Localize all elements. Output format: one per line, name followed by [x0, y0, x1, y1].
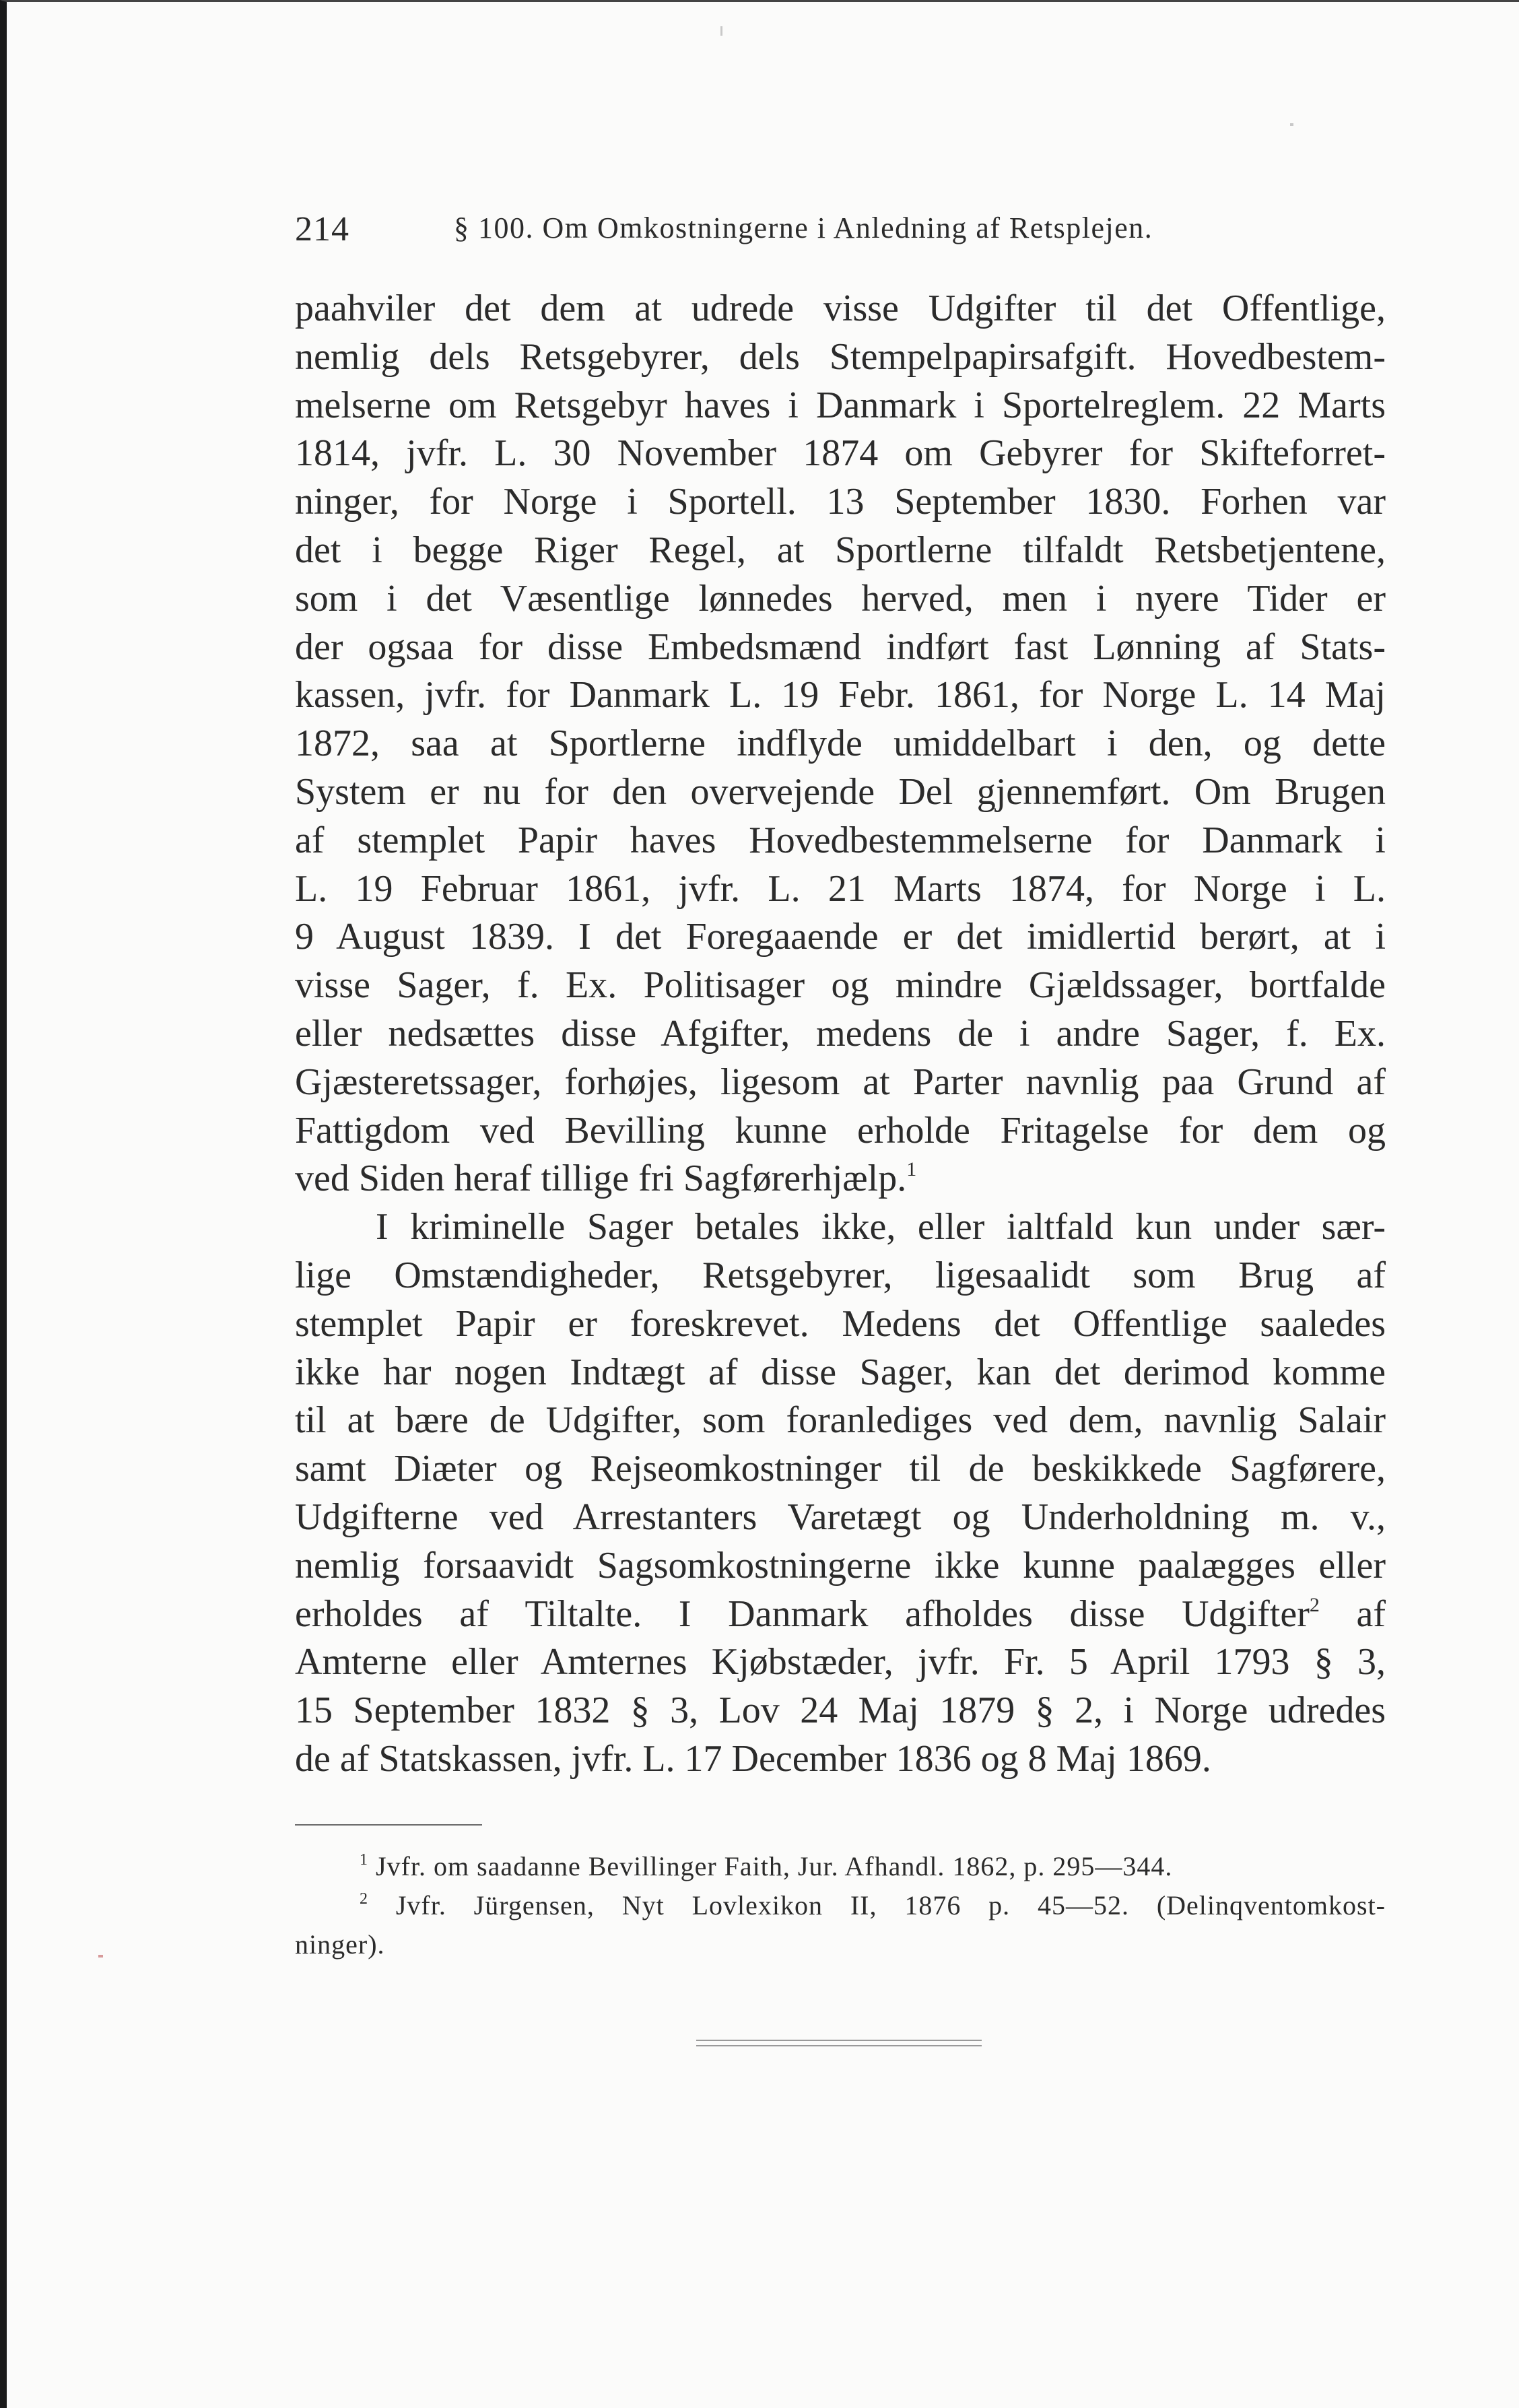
text-line: 1814, jvfr. L. 30 November 1874 om Gebyrer for Skifteforret-: [295, 432, 1386, 475]
footnote-2-continuation: ninger).: [295, 1929, 385, 1960]
text-line: melserne om Retsgebyr haves i Danmark i Sportelreglem. 22 Marts: [295, 384, 1386, 426]
text-line: Amterne eller Amternes Kjøbstæder, jvfr. Fr. 5 April 1793 § 3,: [295, 1641, 1386, 1683]
text-line: paahviler det dem at udrede visse Udgifter til det Offentlige,: [295, 288, 1386, 329]
text-line: erholdes af Tiltalte. I Danmark afholdes disse Udgifter$^2$ af: [295, 1593, 1386, 1635]
scan-speck: [98, 1955, 103, 1958]
text-line: lige Omstændigheder, Retsgebyrer, ligesaalidt som Brug af: [295, 1254, 1386, 1296]
text-line: Gjæsteretssager, forhøjes, ligesom at Parter navnlig paa Grund af: [295, 1061, 1386, 1103]
text-line: I kriminelle Sager betales ikke, eller ialtfald kun under sær-: [376, 1206, 1386, 1248]
text-line: 15 September 1832 § 3, Lov 24 Maj 1879 § 2, i Norge udredes: [295, 1690, 1386, 1732]
text-line: System er nu for den overvejende Del gjennemført. Om Brugen: [295, 770, 1386, 813]
footnote-2: $^2$ Jvfr. Jürgensen, Nyt Lovlexikon II, 1876 p. 45—52. (Delinqventomkost-: [360, 1890, 1386, 1920]
footnote-1: $^1$ Jvfr. om saadanne Bevillinger Faith, Jur. Afhandl. 1862, p. 295—344.: [360, 1851, 1173, 1881]
text-line: nemlig dels Retsgebyrer, dels Stempelpapirsafgift. Hovedbestem-: [295, 335, 1386, 378]
text-line: Udgifterne ved Arrestanters Varetægt og Underholdning m. v.,: [295, 1496, 1386, 1538]
text-line: 1872, saa at Sportlerne indflyde umiddelbart i den, og dette: [295, 723, 1386, 765]
text-line: der ogsaa for disse Embedsmænd indført fast Lønning af Stats-: [295, 626, 1386, 668]
footnote-ref: 2: [1309, 1593, 1320, 1616]
text-line: ninger, for Norge i Sportell. 13 September 1830. Forhen var: [295, 481, 1386, 523]
text-line: visse Sager, f. Ex. Politisager og mindre Gjældssager, bortfalde: [295, 964, 1386, 1007]
page-number: 214: [295, 210, 349, 248]
footnotes: [295, 1847, 1386, 1964]
footnote-separator: [295, 1824, 482, 1826]
text-line: som i det Væsentlige lønnedes herved, men i nyere Tider er: [295, 577, 1386, 620]
text-line: det i begge Riger Regel, at Sportlerne tilfaldt Retsbetjentene,: [295, 529, 1386, 571]
scan-speck: [720, 26, 722, 36]
body-text: [295, 285, 1386, 1784]
text-line: 9 August 1839. I det Foregaaende er det imidlertid berørt, at i: [295, 916, 1386, 958]
text-line: stemplet Papir er foreskrevet. Medens det Offentlige saaledes: [295, 1302, 1386, 1345]
text-line: eller nedsættes disse Afgifter, medens de i andre Sager, f. Ex.: [295, 1012, 1386, 1055]
footnote-mark: 1: [360, 1851, 368, 1869]
text-line: kassen, jvfr. for Danmark L. 19 Febr. 1861, for Norge L. 14 Maj: [295, 674, 1386, 716]
text-line: Fattigdom ved Bevilling kunne erholde Fritagelse for dem og: [295, 1109, 1386, 1151]
text-line: af stemplet Papir haves Hovedbestemmelserne for Danmark i: [295, 819, 1386, 861]
footnote-ref: 1: [906, 1158, 917, 1181]
text-line: L. 19 Februar 1861, jvfr. L. 21 Marts 1874, for Norge i L.: [295, 867, 1386, 910]
bottom-ornament-rule: [696, 2040, 982, 2046]
text-line: ved Siden heraf tillige fri Sagførerhjælp.$^1$: [295, 1158, 917, 1200]
text-line: de af Statskassen, jvfr. L. 17 December 1836 og 8 Maj 1869.: [295, 1737, 1211, 1780]
text-line: til at bære de Udgifter, som foranlediges ved dem, navnlig Salair: [295, 1399, 1386, 1442]
footnote-mark: 2: [360, 1890, 368, 1908]
running-title: § 100. Om Omkostningerne i Anledning af Retsplejen.: [454, 211, 1153, 244]
text-line: samt Diæter og Rejseomkostninger til de beskikkede Sagførere,: [295, 1448, 1386, 1490]
text-line: ikke har nogen Indtægt af disse Sager, kan det derimod komme: [295, 1351, 1386, 1393]
text-line: nemlig forsaavidt Sagsomkostningerne ikke kunne paalægges eller: [295, 1544, 1386, 1586]
scan-speck: [1290, 123, 1293, 126]
page-header: [295, 204, 1399, 258]
